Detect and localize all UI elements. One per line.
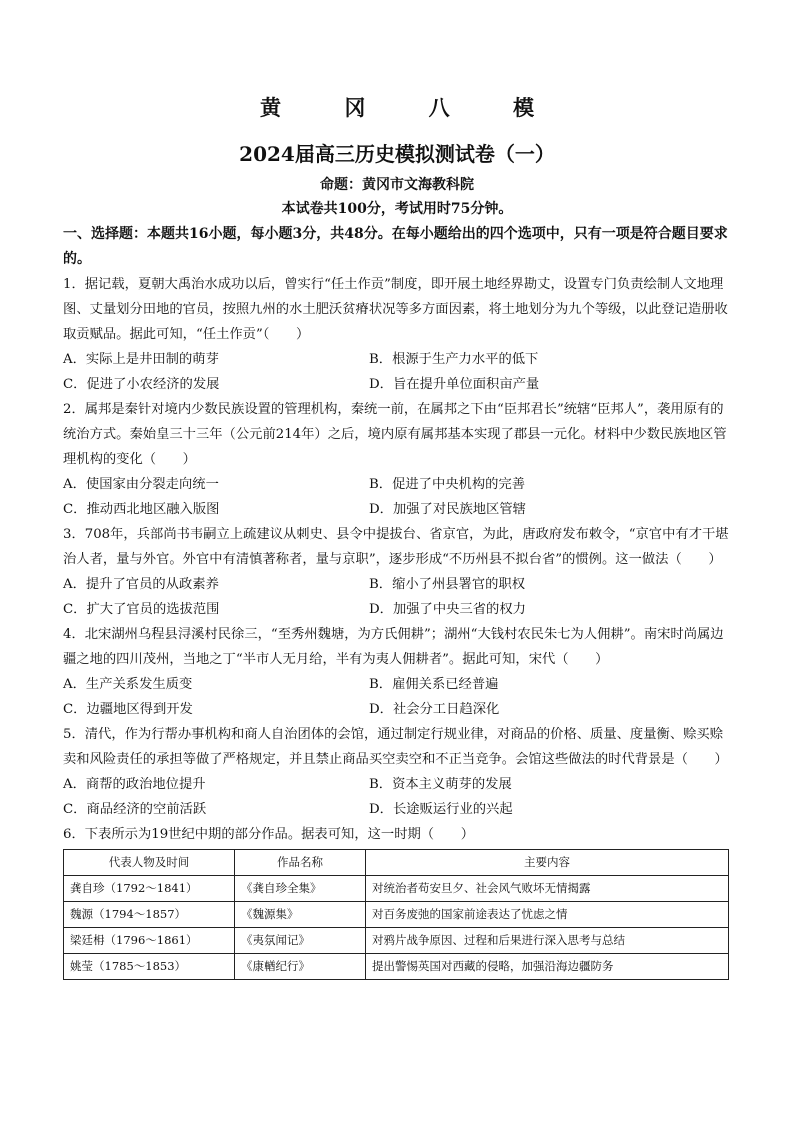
question-stem: 2．属邦是秦针对境内少数民族设置的管理机构，秦统一前，在属邦之下由“臣邦君长”统辖“臣邦人”，袭用原有的统治方式。秦始皇三十三年（公元前214年）之后，境内原有属邦基本实现了郡县一元化。材料中少数民族地区管理机构的变化（ ）	[63, 402, 727, 467]
option-c: C．商品经济的空前活跃	[63, 802, 207, 817]
option-grid	[63, 772, 731, 822]
table-cell: 龚自珍（1792～1841）	[64, 876, 235, 902]
exam-info: 本试卷共100分，考试用时75分钟。	[281, 201, 513, 217]
question-5	[63, 722, 731, 822]
option-c: C．边疆地区得到开发	[63, 702, 193, 717]
table-header: 代表人物及时间	[64, 850, 235, 876]
table-cell: 对统治者苟安旦夕、社会风气败坏无情揭露	[366, 876, 729, 902]
option-b: B．资本主义萌芽的发展	[369, 777, 512, 792]
option-d: D．长途贩运行业的兴起	[369, 802, 513, 817]
option-d: D．社会分工日趋深化	[369, 702, 500, 717]
option-d: D．加强了中央三省的权力	[369, 602, 526, 617]
table-cell: 提出警惕英国对西藏的侵略，加强沿海边疆防务	[366, 954, 729, 980]
question-6	[63, 822, 731, 980]
option-d: D．旨在提升单位面积亩产量	[369, 377, 540, 392]
table-cell: 梁廷枏（1796～1861）	[64, 928, 235, 954]
table-cell: 《魏源集》	[235, 902, 366, 928]
option-grid	[63, 572, 731, 622]
option-c: C．推动西北地区融入版图	[63, 502, 220, 517]
table-cell: 《龚自珍全集》	[235, 876, 366, 902]
option-c: C．扩大了官员的选拔范围	[63, 602, 220, 617]
table-cell: 《夷氛闻记》	[235, 928, 366, 954]
table-row	[64, 876, 729, 902]
table-cell: 姚莹（1785～1853）	[64, 954, 235, 980]
works-table	[63, 849, 729, 980]
question-3	[63, 522, 731, 622]
table-header: 主要内容	[366, 850, 729, 876]
option-a: A．提升了官员的从政素养	[63, 577, 219, 592]
question-4	[63, 622, 731, 722]
option-c: C．促进了小农经济的发展	[63, 377, 220, 392]
question-stem: 3．708年，兵部尚书韦嗣立上疏建议从刺史、县令中提拔台、省京官，为此，唐政府发布敕令，“京官中有才干堪治人者，量与外官。外官中有清慎著称者，量与京职”，逐步形成“不历州县不拟台省”的惯例。这一做法（ ）	[63, 527, 729, 567]
option-b: B．雇佣关系已经普遍	[369, 677, 499, 692]
table-cell: 魏源（1794～1857）	[64, 902, 235, 928]
table-row	[64, 954, 729, 980]
question-stem: 4．北宋湖州乌程县浔溪村民徐三，“至秀州魏塘，为方氏佣耕”；湖州“大钱村农民朱七为人佣耕”。南宋时尚属边疆之地的四川茂州，当地之丁“半市人无月给，半有为夷人佣耕者”。据此可知，宋代（ ）	[63, 627, 724, 667]
exam-content	[63, 222, 731, 980]
exam-series-title: 黄 冈 八 模	[260, 95, 562, 120]
option-grid	[63, 672, 731, 722]
option-a: A．使国家由分裂走向统一	[63, 477, 219, 492]
option-a: A．实际上是井田制的萌芽	[63, 352, 219, 367]
table-row	[64, 902, 729, 928]
question-stem: 1．据记载，夏朝大禹治水成功以后，曾实行“任土作贡”制度，即开展土地经界勘丈，设置专门负责绘制人文地理图、丈量划分田地的官员，按照九州的水土肥沃贫瘠状况等多方面因素，将土地划分为九个等级，以此登记造册收取贡赋品。据此可知，“任土作贡”（ ）	[63, 277, 728, 342]
option-a: A．生产关系发生质变	[63, 677, 193, 692]
question-stem: 6．下表所示为19世纪中期的部分作品。据表可知，这一时期（ ）	[63, 827, 474, 842]
exam-paper-title: 2024届高三历史模拟测试卷（一）	[239, 142, 555, 166]
question-stem: 5．清代，作为行帮办事机构和商人自治团体的会馆，通过制定行规业律，对商品的价格、质量、度量衡、赊买赊卖和风险责任的承担等做了严格规定，并且禁止商品买空卖空和不正当竞争。会馆这些做法的时代背景是（ ）	[63, 727, 728, 767]
question-2	[63, 397, 731, 522]
section-instructions: 一、选择题：本题共16小题，每小题3分，共48分。在每小题给出的四个选项中，只有一项是符合题目要求的。	[63, 226, 728, 267]
option-grid	[63, 472, 731, 522]
table-cell: 对百务废弛的国家前途表达了忧虑之情	[366, 902, 729, 928]
question-1	[63, 272, 731, 397]
option-b: B．缩小了州县署官的职权	[369, 577, 526, 592]
table-header: 作品名称	[235, 850, 366, 876]
table-header-row	[64, 850, 729, 876]
table-cell: 《康輶纪行》	[235, 954, 366, 980]
option-d: D．加强了对民族地区管辖	[369, 502, 526, 517]
option-grid	[63, 347, 731, 397]
table-cell: 对鸦片战争原因、过程和后果进行深入思考与总结	[366, 928, 729, 954]
option-b: B．促进了中央机构的完善	[369, 477, 526, 492]
option-a: A．商帮的政治地位提升	[63, 777, 206, 792]
exam-author: 命题：黄冈市文海教科院	[320, 177, 474, 193]
option-b: B．根源于生产力水平的低下	[369, 352, 539, 367]
table-row	[64, 928, 729, 954]
